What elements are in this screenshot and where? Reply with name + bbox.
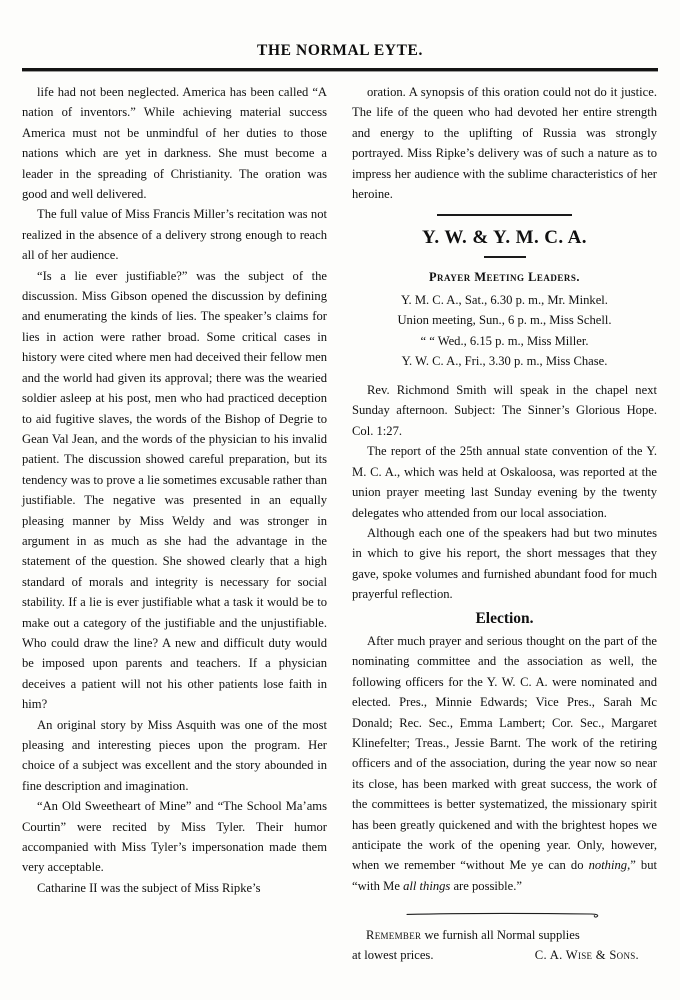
advertisement-remember-word: Remember: [366, 928, 422, 943]
subsection-heading-prayer-meeting-leaders: Prayer Meeting Leaders.: [428, 269, 581, 284]
paragraph: The full value of Miss Francis Miller’s recitation was not realized in the absence of a delivery strong enough to reach all of her audience.: [22, 207, 327, 263]
list-item: “ “ Wed., 6.15 p. m., Miss Miller.: [420, 333, 589, 348]
advertisement-line-1: [352, 926, 657, 945]
advertisement-line-2: [352, 946, 657, 965]
list-item: Y. W. C. A., Fri., 3.30 p. m., Miss Chase.: [401, 353, 608, 368]
left-column: [22, 82, 327, 898]
paragraph: life had not been neglected. America has been called “A nation of inventors.” While achieving material success America must not be unmindful of her duties to those nations which are yet in darkness. She must become a leader in the spreading of Christianity. The oration was good and well delivered.: [22, 85, 327, 202]
paragraph: Rev. Richmond Smith will speak in the chapel next Sunday afternoon. Subject: The Sinner’s Glorious Hope. Col. 1:27.: [352, 383, 657, 438]
paragraph: Although each one of the speakers had but two minutes in which to give his report, the short messages that they gave, spoke volumes and furnished abundant food for much prayerful reflection.: [352, 525, 657, 602]
paragraph: “Is a lie ever justifiable?” was the subject of the discussion. Miss Gibson opened the discussion by defining and enumerating the kinds of lies. The speaker’s claims for lies in action were rather broad. Some critical cases in history were cited where men had deceived their fellow men and the world had given its approval; there was the wearied soldier asleep at his post, men who had practiced deception to aid fugitive slaves, the words of the Bishop of Degrie to Gean Val Jean, and the words of the physician to his invalid patient. The discussion showed careful preparation, but its tendency was to prove a lie sometimes excusable rather than justifiable. The negative was presented in an equally pleasing manner by Miss Weldy and was stronger in argument in as much as she had the advantage in the statement of the question. She showed clearly that a high standard of morals and integrity is necessary for social stability. If a lie is ever justifiable what a task it would be to make out a category of the justifiable and the unjustifiable. Who could draw the line? A new and difficult duty would be imposed upon parents and teachers. If a physician deceives a patient will not his other patients lose faith in him?: [22, 268, 327, 712]
section-heading-ymca: Y. W. & Y. M. C. A.: [422, 227, 587, 249]
list-item: Union meeting, Sun., 6 p. m., Miss Schell.: [397, 313, 612, 328]
election-text-part3: are possible.”: [450, 878, 523, 893]
paragraph: Catharine II was the subject of Miss Ripke’s: [37, 880, 261, 895]
prayer-meeting-schedule-list: [352, 290, 657, 371]
election-emphasis-all-things: all things: [403, 878, 451, 893]
section-heading-election: Election.: [475, 609, 534, 627]
election-text-part1: After much prayer and serious thought on the part of the nominating committee and the association as well, the following officers for the Y. W. C. A. were nominated and elected. Pres., Minnie Edwards; Vice Pres., Sarah Mc Donald; Rec. Sec., Emma Lambert; Cor. Sec., Margaret Klinefelter; Treas., Jessie Barnt. The work of the retiring officers and of the association, during the year now so near its close, has been marked with great success, the work of the committees is better systematized, the missionary spirit has been greatly quickened and with the brightest hopes we anticipate the work of the opening year. Only, however, when we remember “without Me ye can do: [352, 633, 657, 873]
section-divider: [437, 214, 572, 216]
paragraph: “An Old Sweetheart of Mine” and “The School Ma’ams Courtin” were recited by Miss Tyler. Their humor accompanied with Miss Tyler’s impersonation made them very acceptable.: [22, 799, 327, 875]
election-emphasis-nothing: nothing: [588, 858, 628, 873]
paragraph: oration. A synopsis of this oration could not do it justice. The life of the queen who had devoted her entire strength and energy to the uplifting of Russia was strongly portrayed. Miss Ripke’s delivery was of such a nature as to impress her audience with the sublime characteristics of her heroine.: [352, 85, 657, 202]
election-text-part2: ,” but “with Me: [352, 858, 658, 893]
page-header: [0, 42, 680, 60]
masthead-title: THE NORMAL EYTE.: [257, 41, 423, 60]
advertisement-company-name: C. A. Wise & Sons.: [534, 947, 639, 962]
advertisement-block: [352, 926, 657, 965]
advertisement-divider: [405, 910, 605, 920]
right-column: [352, 82, 657, 965]
paragraph: An original story by Miss Asquith was one of the most pleasing and interesting pieces upon the program. Her choice of a subject was excellent and the story abounded in fine description and imagination.: [22, 717, 327, 793]
list-item: Y. M. C. A., Sat., 6.30 p. m., Mr. Minkel.: [401, 293, 608, 308]
advertisement-price-text: at lowest prices.: [352, 947, 434, 962]
subsection-divider: [484, 256, 526, 258]
paragraph-election: [352, 631, 657, 896]
paragraph: The report of the 25th annual state convention of the Y. M. C. A., which was held at Oskaloosa, was reported at the union prayer meeting last Sunday evening by the twenty delegates who attended from our local association.: [352, 444, 657, 520]
advertisement-line-1-rest: we furnish all Normal supplies: [421, 928, 580, 943]
masthead-rule: [22, 68, 658, 71]
